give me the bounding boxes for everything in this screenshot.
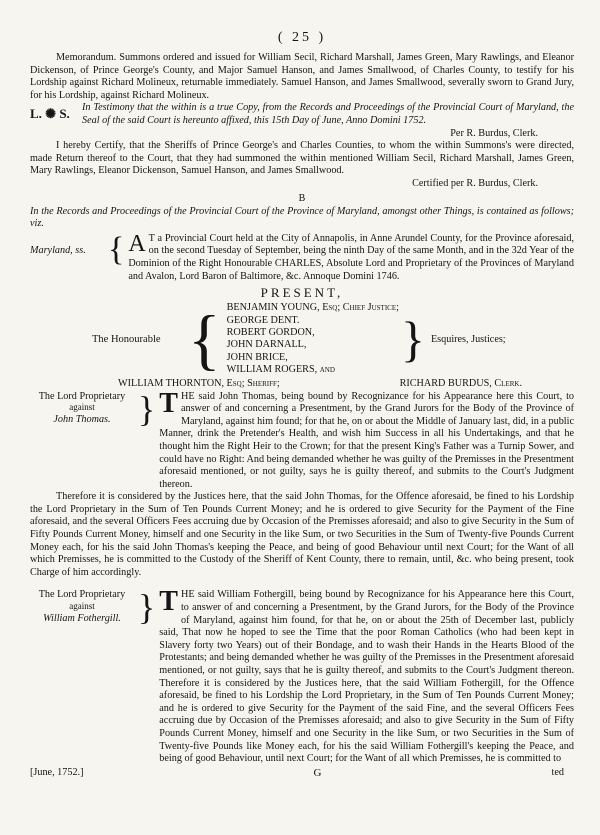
justices-block bbox=[92, 302, 574, 376]
case-party-plaintiff: The Lord Proprietary bbox=[38, 390, 126, 402]
certify-signature: Certified per R. Burdus, Clerk. bbox=[412, 177, 538, 189]
case-text: HE said John Thomas, being bound by Recognizance for his Appearance here this Court, to answer of and concerning a Presentment, by the Grand Jurors for the Body of the Province of Maryland, against him found; for that he, on or about the Middle of January last, did, in a public Manner, drink the Pretender's Health, and wish him Success in all his Undertakings, and that he thought him the Right Heir to the Crown; for that the present King's Father was a Turnip Sower, and could have no Right: And being demanded whether he was guilty of the Premisses in the Presentment aforesaid mentioned, or not guilty, says he is guilty thereof, and submits to the Court's Judgment thereon. bbox=[159, 390, 574, 490]
footer-date: [June, 1752.] bbox=[30, 766, 84, 778]
case-dropcap: T bbox=[159, 387, 178, 419]
justices-list bbox=[227, 302, 399, 376]
justice-name: GEORGE DENT. bbox=[226, 314, 300, 326]
signature-mark-b: B bbox=[298, 192, 306, 204]
justice-name: WILLIAM ROGERS, and bbox=[226, 364, 335, 376]
justice-name: JOHN DARNALL, bbox=[226, 339, 307, 351]
case-parties bbox=[30, 391, 134, 492]
honourable-label: The Honourable bbox=[92, 333, 161, 345]
testimony-text: In Testimony that the within is a true Copy, from the Records and Proceedings of the Provincial Court of Maryland, the Seal of the said Court is hereunto affixed, this 15th Day of June, Anno Domini 1752. bbox=[82, 102, 574, 126]
testimony-body bbox=[82, 102, 574, 140]
chief-justice: BENJAMIN YOUNG, Esq; Chief Justice; bbox=[226, 302, 399, 314]
justices-brace: { bbox=[188, 301, 221, 378]
case-brace: } bbox=[138, 388, 156, 429]
court-block bbox=[30, 230, 574, 283]
case-text: HE said William Fothergill, being bound by Recognizance for his Appearance here this Court, to answer of and concerning a Presentment, by the Grand Jurors, for the Body of the Province of Maryland, against him found, for that he, on or about the 25th of December last, publicly said, That now he hoped to see the Time that the poor Roman Catholics (who had been kept in Slavery forty two Years) out of their Bondage, and to wash their Hands in the Hearts Blood of the Protestants; and being demanded whether he was guilty of the Premisses in the Presentment aforesaid mentioned, or not guilty, says that he is guilty thereof, and submits to the Court's Judgment thereon. Therefore it is considered by the Justices here, that the said William Fothergill, for the Offence aforesaid, be fined to his Lordship the Lord Proprietary, in the Sum of Ten Pounds Current Money; and he is ordered to give Security for the Payment of the said Fine, and the several Officers Fees accruing due by Occasion of the Premisses aforesaid; and also to give Security in the Sum of Fifty Pounds Current Money, himself and one Security in the like Sum, or two Securities in the Sum of Twenty-five Pounds like Money each, for his the said William Fothergill's keeping the Peace, and being of good Behaviour, until next Court; for the Want of all which Premisses, he is committed to bbox=[159, 589, 574, 765]
case-party-defendant: John Thomas. bbox=[53, 413, 111, 425]
clerk-name: RICHARD BURDUS, Clerk. bbox=[399, 377, 522, 389]
case-parties bbox=[30, 589, 134, 765]
justice-name: JOHN BRICE, bbox=[226, 351, 288, 363]
sheriff-name: WILLIAM THORNTON, Esq; Sheriff; bbox=[118, 377, 280, 389]
ls-seal: L. ✺ S. bbox=[30, 106, 70, 122]
certify-paragraph: I hereby Certify, that the Sheriffs of Prince George's and Charles Counties, to whom the within Summons's were directed, made Return thereof to the Court, that they had summoned the within mentioned William Secil, Richard Marshall, James Green, Mary Rawlings, Eleanor Dickenson, Samuel Hanson, and James Smallwood. bbox=[30, 140, 574, 177]
court-text: T a Provincial Court held at the City of Annapolis, in Anne Arundel County, for the Province aforesaid, on the second Tuesday of September, being the ninth Day of the same Month, and in the 32d Year of the Dominion of the Right Honourable CHARLES, Absolute Lord and Proprietary of the Provinces of Maryland and Avalon, Lord Baron of Baltimore, &c. Annoque Domini 1746. bbox=[128, 232, 574, 282]
justice-name: ROBERT GORDON, bbox=[226, 326, 315, 338]
page-number: ( 25 ) bbox=[277, 30, 327, 45]
case-party-defendant: William Fothergill. bbox=[43, 612, 121, 624]
court-brace: { bbox=[108, 230, 125, 268]
court-place: Maryland, ss. bbox=[30, 244, 86, 256]
case-against: against bbox=[69, 402, 95, 413]
esquires-label: Esquires, Justices; bbox=[430, 333, 506, 345]
footer-signature-mark: G bbox=[313, 766, 322, 779]
case-text-block bbox=[159, 586, 574, 765]
testimony-block bbox=[30, 102, 574, 140]
justices-close-brace: } bbox=[400, 311, 425, 368]
court-dropcap: A bbox=[128, 230, 146, 257]
case-party-plaintiff: The Lord Proprietary bbox=[38, 589, 126, 601]
case-against: against bbox=[69, 601, 95, 612]
case-dropcap: T bbox=[159, 586, 178, 618]
records-heading: In the Records and Proceedings of the Provincial Court of the Province of Maryland, amongst other Things, is contained as follows; viz. bbox=[30, 205, 574, 230]
present-heading: PRESENT, bbox=[260, 285, 344, 301]
case-judgment: Therefore it is considered by the Justices here, that the said John Thomas, for the Offence aforesaid, be fined to his Lordship the Lord Proprietary in the Sum of Ten Pounds Current Money; and he is ordered to give Security for the Payment of the Fine aforesaid, and the several Officers Fees accruing due by Occasion of the Premisses aforesaid; and also to give Security in the Sum of Fifty Pounds Current Money, himself and one Security in the like Sum, or two Securities in the Sum of Twenty-five Pounds Current Money each, for his the said John Thomas's keeping the Peace, and being of good Behaviour until next Court; for the Want of all which Premisses, he is committed to the Custody of the Sheriff of Kent County, there to remain, until, &c. who being present, took Charge of him accordingly. bbox=[30, 491, 574, 578]
case-text-block bbox=[159, 387, 574, 492]
page-footer bbox=[30, 767, 574, 779]
testimony-signature: Per R. Burdus, Clerk. bbox=[450, 127, 538, 139]
case-thomas bbox=[30, 387, 574, 492]
case-fothergill bbox=[30, 586, 574, 765]
officers-line bbox=[30, 378, 574, 389]
memorandum-paragraph: Memorandum. Summons ordered and issued for William Secil, Richard Marshall, James Green, Mary Rawlings, and Eleanor Dickenson, of Prince George's County, and Major Samuel Hanson, and James Smallwood, of Charles County, to testify for his Lordship against Richard Molineux, returnable immediately. Samuel Hanson, and James Smallwood, severally sworn to Grand Jury, for his Lordship, against Richard Molineux. bbox=[30, 52, 574, 101]
court-text-block bbox=[128, 230, 574, 283]
case-brace: } bbox=[138, 587, 156, 628]
footer-catchword: ted bbox=[551, 766, 564, 778]
